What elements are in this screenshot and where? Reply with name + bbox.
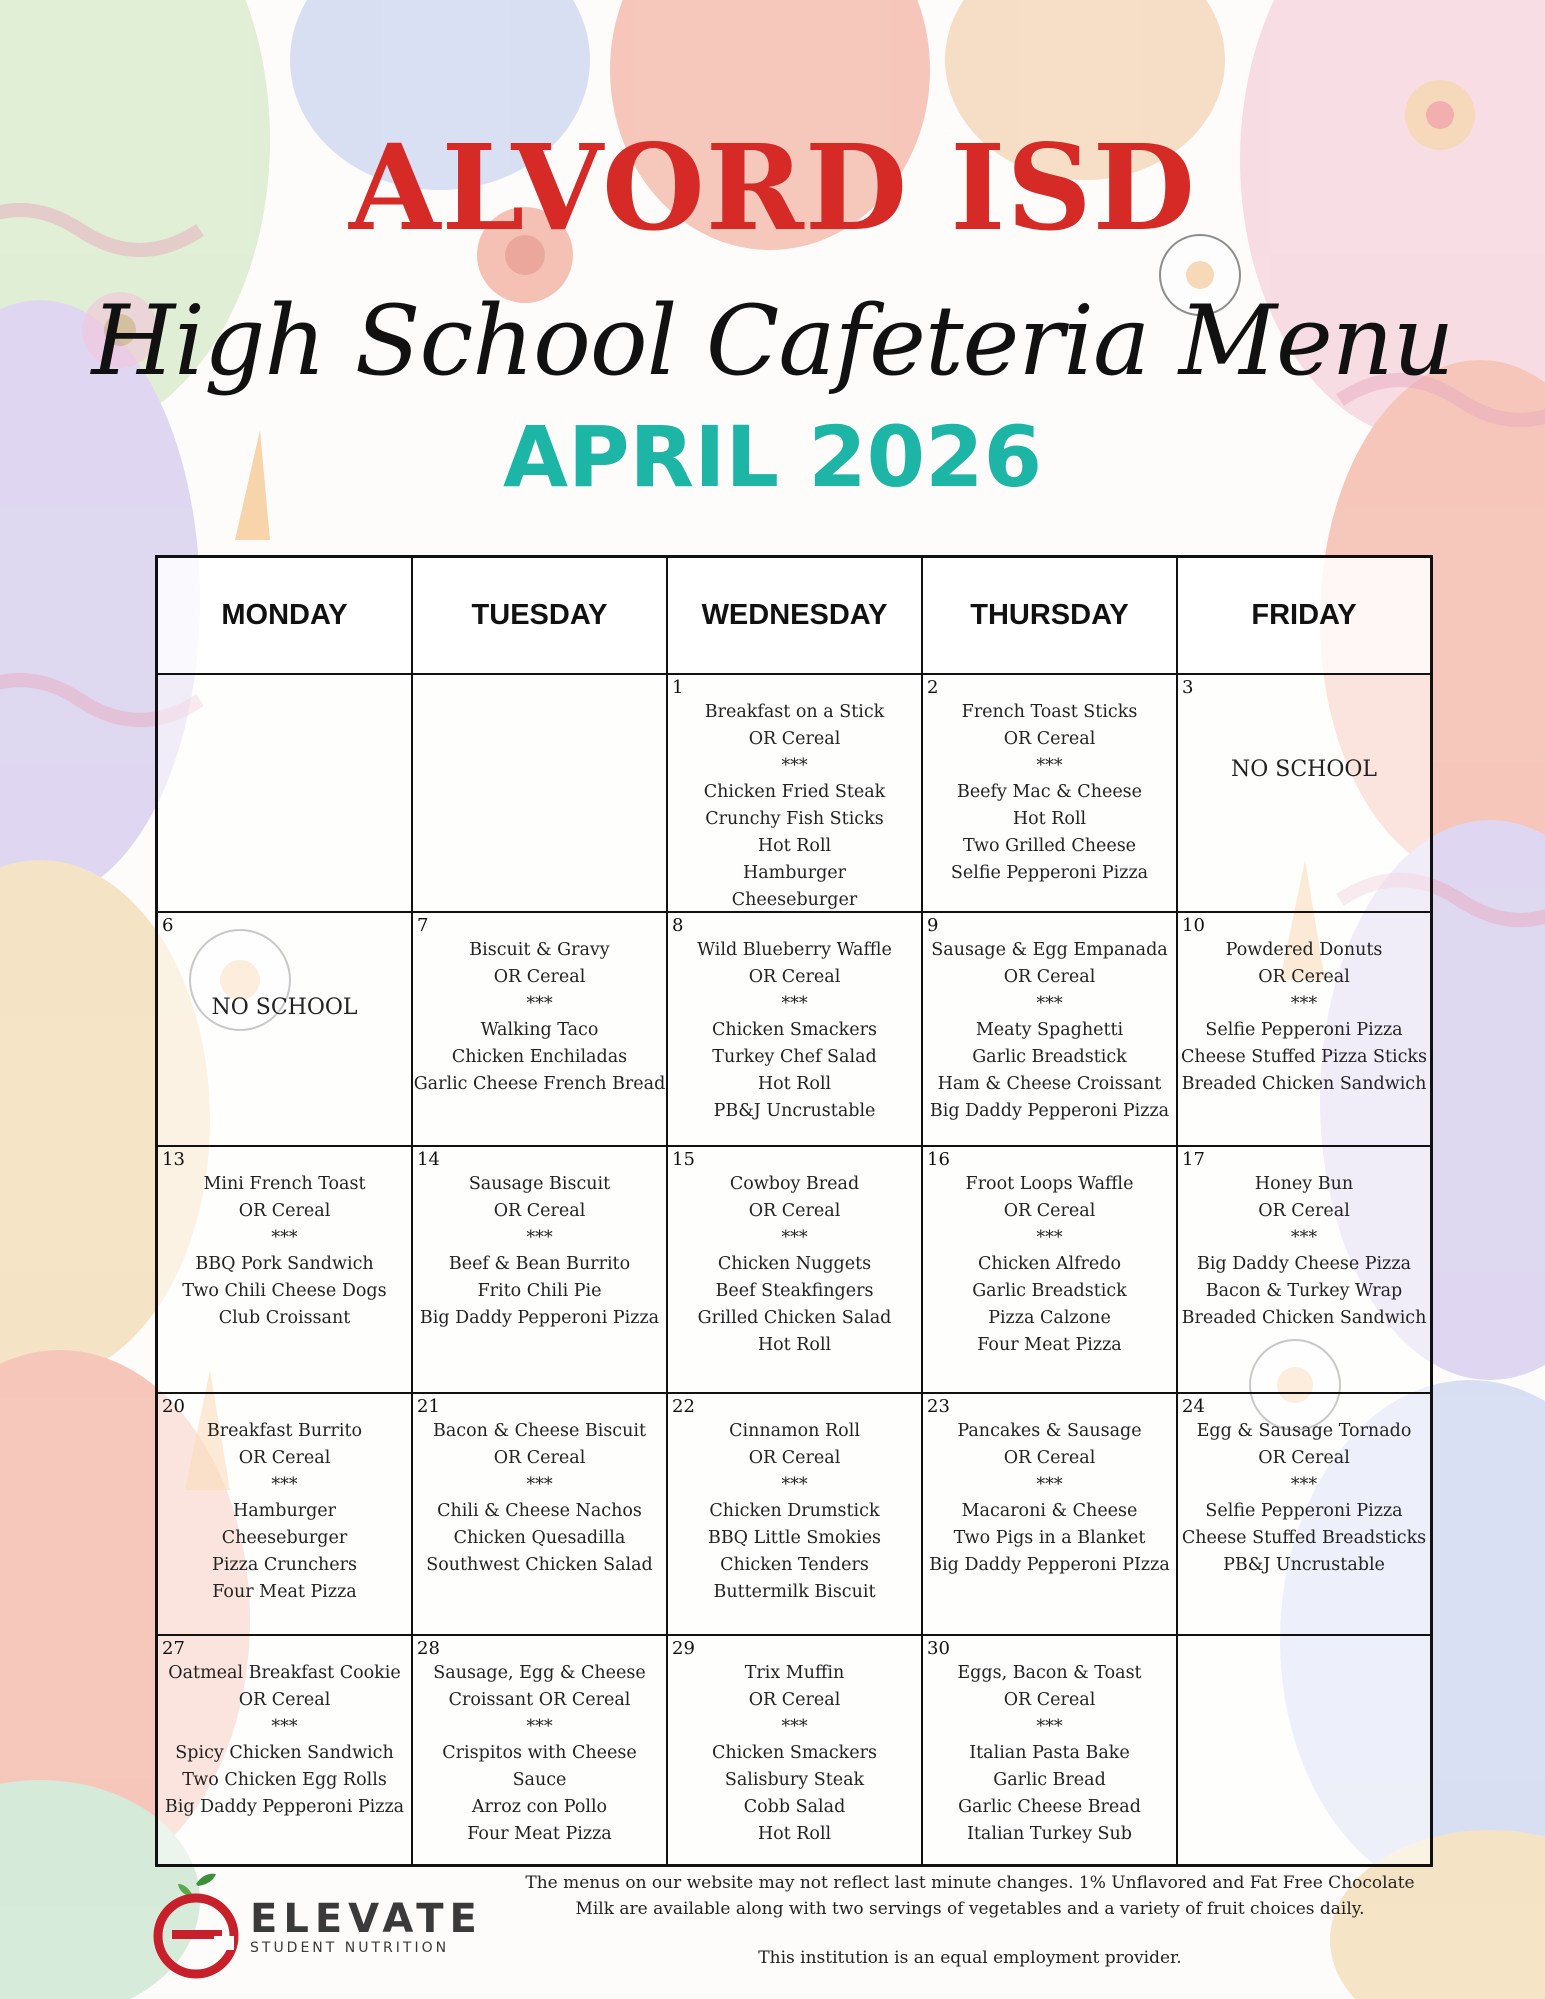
menu-item: Southwest Chicken Salad [426, 1554, 653, 1575]
weekday-header: WEDNESDAY [668, 558, 923, 675]
menu-item: Beef & Bean Burrito [448, 1254, 631, 1275]
menu-item: OR Cereal [1003, 1447, 1096, 1468]
menu-item: Chicken Quesadilla [453, 1528, 626, 1549]
menu-item: OR Cereal [238, 1689, 331, 1710]
menu-item: Hot Roll [757, 1073, 832, 1094]
calendar-day-cell [668, 1636, 923, 1864]
day-number: 22 [672, 1396, 695, 1417]
menu-item: Big Daddy Pepperoni Pizza [419, 1307, 660, 1328]
menu-item: Big Daddy Pepperoni Pizza [164, 1796, 405, 1817]
menu-item: *** [526, 1716, 553, 1737]
calendar-day-cell [923, 1636, 1178, 1864]
menu-item: Garlic Cheese Bread [958, 1796, 1141, 1817]
menu-item: Salisbury Steak [724, 1770, 865, 1791]
menu-item: Chicken Tenders [720, 1554, 869, 1575]
day-number: 7 [417, 915, 429, 936]
menu-items [1178, 1418, 1430, 1579]
calendar-day-cell [668, 1147, 923, 1394]
calendar-day-cell [923, 1147, 1178, 1394]
menu-items [413, 1171, 666, 1332]
menu-item: Macaroni & Cheese [961, 1501, 1138, 1522]
menu-item: Chicken Smackers [712, 1020, 877, 1041]
menu-item: Oatmeal Breakfast Cookie [168, 1663, 401, 1683]
menu-item: Turkey Chef Salad [712, 1047, 877, 1068]
district-title: ALVORD ISD [348, 118, 1196, 257]
menu-items [923, 1171, 1176, 1359]
menu-item: Hamburger [232, 1501, 337, 1522]
menu-item: *** [271, 1474, 298, 1495]
menu-item: Trix Muffin [744, 1663, 845, 1683]
menu-items [1178, 1171, 1430, 1332]
menu-item: Hot Roll [757, 835, 832, 856]
calendar-day-cell [158, 675, 413, 913]
day-number: 6 [162, 915, 174, 936]
menu-items [923, 699, 1176, 887]
menu-item: Selfie Pepperoni Pizza [1205, 1501, 1403, 1522]
calendar-day-cell [158, 1394, 413, 1636]
day-number: 30 [927, 1638, 950, 1659]
menu-item: Hamburger [742, 862, 847, 883]
calendar-day-cell [923, 913, 1178, 1147]
menu-item: Cowboy Bread [729, 1174, 860, 1194]
logo-tagline: STUDENT NUTRITION [250, 1940, 450, 1956]
menu-item: Meaty Spaghetti [975, 1020, 1124, 1041]
menu-item: *** [781, 1474, 808, 1495]
menu-items [668, 1660, 921, 1848]
menu-item: OR Cereal [748, 728, 841, 749]
weekday-header: THURSDAY [923, 558, 1178, 675]
menu-item: Pancakes & Sausage [957, 1421, 1142, 1441]
menu-item: Chicken Alfredo [977, 1254, 1122, 1275]
menu-item: Garlic Cheese French Bread [413, 1073, 666, 1094]
menu-item: Beefy Mac & Cheese [956, 782, 1143, 803]
menu-subtitle: High School Cafeteria Menu [91, 285, 1454, 397]
menu-item: Powdered Donuts [1225, 940, 1383, 960]
menu-item: Hot Roll [757, 1823, 832, 1844]
menu-item: Breakfast Burrito [206, 1421, 363, 1441]
menu-item: *** [526, 993, 553, 1014]
menu-item: Two Grilled Cheese [962, 835, 1137, 856]
menu-item: Chili & Cheese Nachos [437, 1501, 642, 1522]
menu-item: Cinnamon Roll [729, 1421, 860, 1441]
menu-item: OR Cereal [238, 1200, 331, 1221]
menu-item: *** [781, 993, 808, 1014]
menu-item: *** [781, 1227, 808, 1248]
day-number: 14 [417, 1149, 440, 1170]
menu-item: OR Cereal [493, 966, 586, 987]
menu-item: OR Cereal [493, 1447, 586, 1468]
day-number: 29 [672, 1638, 695, 1659]
menu-item: Cobb Salad [743, 1796, 846, 1817]
menu-item: OR Cereal [493, 1200, 586, 1221]
menu-item: Chicken Nuggets [717, 1254, 872, 1275]
menu-item: Ham & Cheese Croissant [937, 1073, 1162, 1094]
menu-item: Buttermilk Biscuit [713, 1581, 876, 1602]
day-number: 21 [417, 1396, 440, 1417]
menu-item: *** [1036, 755, 1063, 776]
menu-item: Four Meat Pizza [977, 1334, 1122, 1355]
menu-items [668, 699, 921, 913]
calendar-day-cell [668, 1394, 923, 1636]
equal-opportunity-statement: This institution is an equal employment provider. [758, 1948, 1182, 1968]
weekday-header: TUESDAY [413, 558, 668, 675]
menu-item: OR Cereal [1003, 1200, 1096, 1221]
menu-item: Sausage & Egg Empanada [931, 940, 1168, 960]
menu-item: Chicken Fried Steak [703, 782, 886, 803]
menu-item: Cheese Stuffed Breadsticks [1181, 1528, 1427, 1549]
menu-item: Cheeseburger [731, 889, 858, 910]
menu-item: OR Cereal [748, 1689, 841, 1710]
menu-item: Sausage, Egg & Cheese [433, 1663, 646, 1683]
no-school-note: NO SCHOOL [211, 995, 358, 1020]
menu-item: Selfie Pepperoni Pizza [1205, 1020, 1403, 1041]
menu-item: Bacon & Turkey Wrap [1205, 1281, 1403, 1302]
logo-name: ELEVATE [250, 1896, 483, 1942]
menu-items [413, 937, 666, 1098]
calendar-day-cell [1178, 675, 1430, 913]
menu-item: *** [1036, 1474, 1063, 1495]
calendar-day-cell [668, 913, 923, 1147]
menu-item: Spicy Chicken Sandwich [175, 1743, 394, 1764]
day-number: 20 [162, 1396, 185, 1417]
menu-item: PB&J Uncrustable [713, 1100, 876, 1121]
menu-item: OR Cereal [1003, 966, 1096, 987]
menu-item: PB&J Uncrustable [1223, 1554, 1385, 1575]
calendar-day-cell [923, 675, 1178, 913]
menu-item: Cheeseburger [221, 1528, 348, 1549]
menu-calendar [155, 555, 1433, 1867]
calendar-day-cell [158, 913, 413, 1147]
menu-item: *** [1290, 993, 1318, 1014]
menu-item: Big Daddy Pepperoni PIzza [929, 1554, 1170, 1575]
day-number: 1 [672, 677, 684, 698]
calendar-day-cell [668, 675, 923, 913]
menu-item: Bacon & Cheese Biscuit [432, 1421, 647, 1441]
day-number: 27 [162, 1638, 185, 1659]
day-number: 3 [1182, 677, 1194, 698]
menu-item: Crispitos with Cheese [442, 1743, 637, 1764]
menu-item: OR Cereal [1258, 1447, 1350, 1468]
menu-items [158, 1660, 411, 1821]
no-school-note: NO SCHOOL [1230, 757, 1378, 782]
menu-items [158, 1418, 411, 1606]
menu-item: OR Cereal [1003, 1689, 1096, 1710]
menu-item: *** [1290, 1474, 1318, 1495]
menu-item: Cheese Stuffed Pizza Sticks [1181, 1047, 1427, 1068]
menu-item: Walking Taco [480, 1020, 599, 1041]
menu-item: OR Cereal [748, 1200, 841, 1221]
calendar-day-cell [1178, 1147, 1430, 1394]
menu-item: BBQ Pork Sandwich [195, 1254, 374, 1275]
calendar-day-cell [1178, 913, 1430, 1147]
menu-items [668, 1171, 921, 1359]
menu-item: Croissant OR Cereal [448, 1689, 631, 1710]
day-number: 28 [417, 1638, 440, 1659]
menu-item: Breaded Chicken Sandwich [1181, 1307, 1427, 1328]
menu-item: Four Meat Pizza [212, 1581, 357, 1602]
menu-item: Two Chicken Egg Rolls [182, 1770, 387, 1791]
calendar-day-cell [1178, 1636, 1430, 1864]
day-number: 13 [162, 1149, 185, 1170]
day-number: 15 [672, 1149, 695, 1170]
menu-item: *** [1036, 993, 1063, 1014]
menu-item: Sausage Biscuit [468, 1174, 611, 1194]
menu-item: Two Chili Cheese Dogs [182, 1281, 387, 1302]
day-number: 16 [927, 1149, 950, 1170]
calendar-day-cell [413, 675, 668, 913]
menu-item: *** [781, 1716, 808, 1737]
disclaimer [490, 1870, 1450, 1922]
calendar-day-cell [158, 1636, 413, 1864]
menu-items [1178, 937, 1430, 1098]
menu-item: French Toast Sticks [961, 702, 1138, 722]
menu-item: Garlic Bread [993, 1770, 1106, 1791]
weekday-header: FRIDAY [1178, 558, 1430, 675]
day-number: 9 [927, 915, 939, 936]
menu-item: Garlic Breadstick [972, 1281, 1127, 1302]
menu-item: Breaded Chicken Sandwich [1181, 1073, 1427, 1094]
menu-item: OR Cereal [748, 966, 841, 987]
elevate-logo [152, 1872, 483, 1982]
calendar-day-cell [923, 1394, 1178, 1636]
menu-item: Big Daddy Pepperoni Pizza [929, 1100, 1170, 1121]
menu-item: Chicken Smackers [712, 1743, 877, 1764]
menu-item: Two Pigs in a Blanket [953, 1528, 1146, 1549]
menu-item: Big Daddy Cheese Pizza [1196, 1254, 1412, 1275]
calendar-day-cell [1178, 1394, 1430, 1636]
menu-item: Grilled Chicken Salad [697, 1307, 892, 1328]
menu-item: *** [526, 1474, 553, 1495]
menu-item: *** [1036, 1227, 1063, 1248]
menu-item: *** [1290, 1227, 1318, 1248]
menu-item: Egg & Sausage Tornado [1196, 1421, 1412, 1441]
menu-item: Garlic Breadstick [972, 1047, 1127, 1068]
calendar-day-cell [413, 913, 668, 1147]
menu-item: OR Cereal [1258, 1200, 1350, 1221]
menu-item: Biscuit & Gravy [469, 940, 610, 960]
menu-item: OR Cereal [1258, 966, 1350, 987]
menu-item: Four Meat Pizza [467, 1823, 612, 1844]
menu-items [668, 1418, 921, 1606]
menu-item: OR Cereal [238, 1447, 331, 1468]
disclaimer-line: The menus on our website may not reflect last minute changes. 1% Unflavored and Fat Free Chocolate [525, 1873, 1415, 1893]
weekday-header: MONDAY [158, 558, 413, 675]
menu-item: Hot Roll [1012, 809, 1087, 830]
menu-item: Sauce [512, 1770, 567, 1791]
calendar-day-cell [413, 1147, 668, 1394]
menu-items [158, 1171, 411, 1332]
menu-item: Italian Pasta Bake [969, 1743, 1130, 1764]
menu-item: Club Croissant [218, 1307, 351, 1328]
day-number: 24 [1182, 1396, 1205, 1417]
menu-item: *** [526, 1227, 553, 1248]
menu-item: *** [271, 1227, 298, 1248]
menu-item: *** [1036, 1716, 1063, 1737]
menu-item: Crunchy Fish Sticks [705, 809, 884, 830]
menu-item: OR Cereal [748, 1447, 841, 1468]
menu-item: Chicken Enchiladas [451, 1047, 628, 1068]
month-title: APRIL 2026 [502, 408, 1043, 506]
calendar-day-cell [413, 1394, 668, 1636]
menu-items [413, 1418, 666, 1579]
disclaimer-line: Milk are available along with two servings of vegetables and a variety of fruit choices daily. [575, 1899, 1365, 1919]
menu-item: Italian Turkey Sub [966, 1823, 1133, 1844]
calendar-day-cell [158, 1147, 413, 1394]
day-number: 8 [672, 915, 684, 936]
menu-items [923, 1418, 1176, 1579]
menu-item: *** [781, 755, 808, 776]
menu-item: Eggs, Bacon & Toast [957, 1663, 1142, 1683]
menu-item: Honey Bun [1254, 1174, 1354, 1194]
menu-item: OR Cereal [1003, 728, 1096, 749]
menu-item: Breakfast on a Stick [704, 702, 885, 722]
menu-item: Pizza Calzone [988, 1307, 1111, 1328]
menu-items [413, 1660, 666, 1848]
menu-item: Frito Chili Pie [477, 1281, 602, 1302]
menu-item: Wild Blueberry Waffle [697, 940, 892, 960]
apple-e-icon [152, 1872, 240, 1982]
menu-item: Hot Roll [757, 1334, 832, 1355]
day-number: 23 [927, 1396, 950, 1417]
menu-items [923, 1660, 1176, 1848]
day-number: 2 [927, 677, 939, 698]
menu-item: Mini French Toast [203, 1174, 366, 1194]
menu-item: BBQ Little Smokies [707, 1528, 882, 1549]
menu-item: Pizza Crunchers [212, 1554, 357, 1575]
menu-items [923, 937, 1176, 1125]
menu-item: *** [271, 1716, 298, 1737]
menu-items [668, 937, 921, 1125]
calendar-day-cell [413, 1636, 668, 1864]
menu-item: Arroz con Pollo [471, 1796, 608, 1817]
menu-item: Beef Steakfingers [715, 1281, 874, 1302]
day-number: 10 [1182, 915, 1205, 936]
menu-item: Selfie Pepperoni Pizza [950, 862, 1149, 883]
day-number: 17 [1182, 1149, 1205, 1170]
menu-item: Chicken Drumstick [709, 1501, 880, 1522]
menu-item: Froot Loops Waffle [965, 1174, 1134, 1194]
